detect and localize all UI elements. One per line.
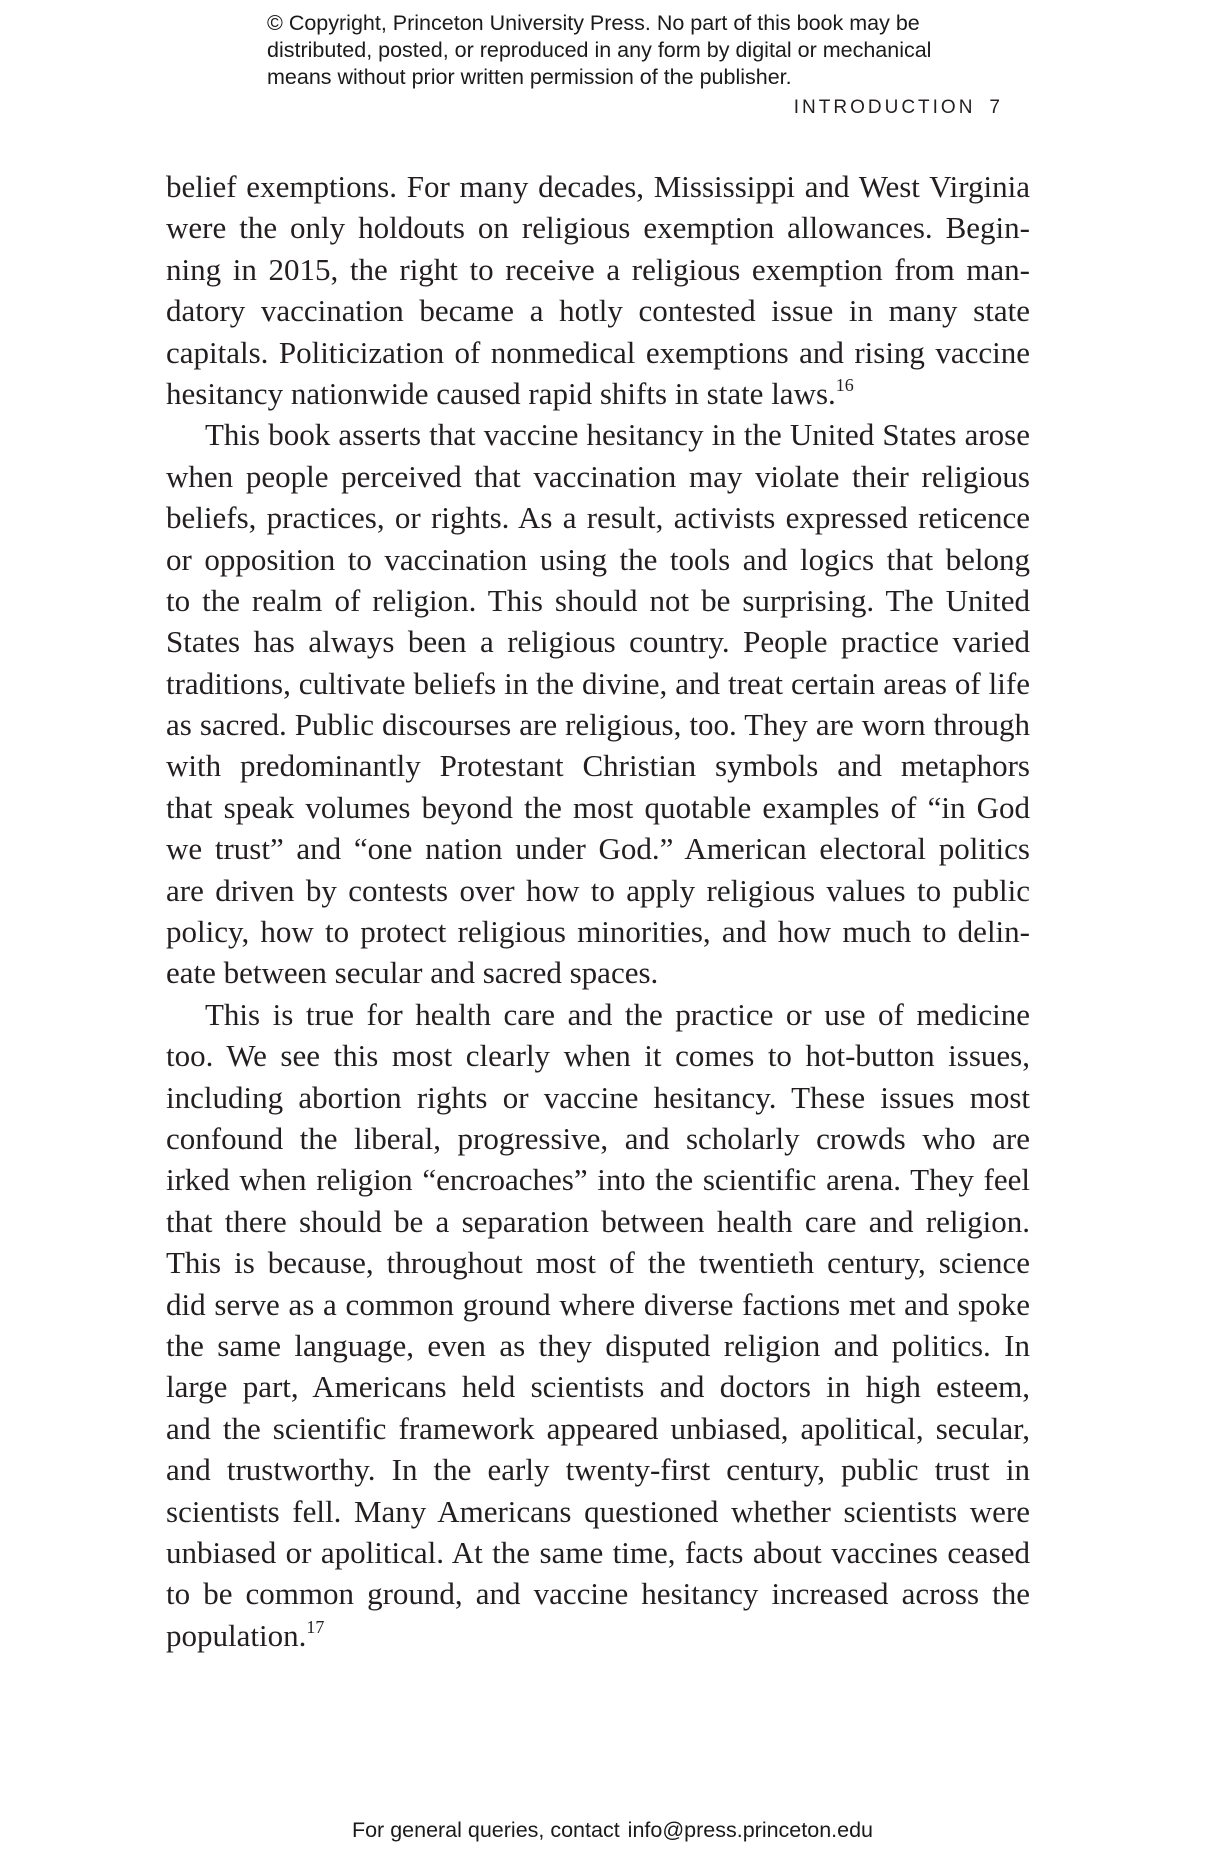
text-line: large part, Americans held scientists and doctors in high esteem, (166, 1369, 1030, 1405)
copyright-line: © Copyright, Princeton University Press. No part of this book may be (267, 11, 920, 35)
text-line: hesitancy nationwide caused rapid shifts in state laws.$^{16}$ (166, 374, 854, 411)
text-line: irked when religion “encroaches” into the scientific arena. They feel (166, 1162, 1030, 1198)
text-line: when people perceived that vaccination may violate their religious (166, 458, 1030, 494)
text-line: This is true for health care and the practice or use of medicine (205, 996, 1030, 1032)
text-line: that speak volumes beyond the most quotable examples of “in God (166, 789, 1030, 825)
text-line: belief exemptions. For many decades, Mississippi and West Virginia (166, 169, 1030, 204)
text-line: This is because, throughout most of the twentieth century, science (166, 1245, 1030, 1281)
running-head (794, 97, 1003, 119)
copyright-line: means without prior written permission of the publisher. (267, 65, 792, 89)
text-line: beliefs, practices, or rights. As a result, activists expressed reticence (166, 500, 1030, 536)
text-line: datory vaccination became a hotly contested issue in many state (166, 293, 1030, 329)
body-text (166, 166, 1030, 1656)
text-line: confound the liberal, progressive, and scholarly crowds who are (166, 1120, 1030, 1156)
text-line: traditions, cultivate beliefs in the divine, and treat certain areas of life (166, 665, 1030, 701)
text-line: were the only holdouts on religious exemption allowances. Begin- (166, 210, 1030, 246)
text-line: did serve as a common ground where diverse factions met and spoke (166, 1286, 1030, 1322)
footnote-marker: 17 (306, 1616, 325, 1637)
footer-label: For general queries, contact (351, 1818, 620, 1842)
text-line: to be common ground, and vaccine hesitancy increased across the (166, 1576, 1030, 1612)
footer-email[interactable]: info@press.princeton.edu (627, 1818, 874, 1842)
text-line: as sacred. Public discourses are religious, too. They are worn through (166, 707, 1030, 743)
running-head-section: INTRODUCTION (793, 97, 976, 118)
text-line: population.$^{17}$ (166, 1616, 325, 1653)
text-line: This book asserts that vaccine hesitancy in the United States arose (205, 417, 1030, 453)
text-line: eate between secular and sacred spaces. (166, 955, 659, 991)
text-line: capitals. Politicization of nonmedical exemptions and rising vaccine (166, 334, 1030, 370)
text-line: to the realm of religion. This should not be surprising. The United (166, 582, 1030, 618)
text-line: scientists fell. Many Americans questioned whether scientists were (166, 1493, 1030, 1529)
text-line: are driven by contests over how to apply religious values to public (166, 872, 1030, 908)
text-line: including abortion rights or vaccine hesitancy. These issues most (166, 1079, 1030, 1115)
copyright-line: distributed, posted, or reproduced in any form by digital or mechanical (267, 38, 932, 62)
text-line: policy, how to protect religious minorities, and how much to delin- (166, 914, 1030, 950)
text-line: and the scientific framework appeared unbiased, apolitical, secular, (166, 1410, 1030, 1446)
text-line: we trust” and “one nation under God.” American electoral politics (166, 831, 1030, 867)
text-line: the same language, even as they disputed religion and politics. In (166, 1327, 1030, 1363)
page-number: 7 (989, 97, 1003, 118)
text-line: ning in 2015, the right to receive a religious exemption from man- (166, 251, 1030, 287)
footnote-marker: 16 (835, 374, 854, 395)
text-line: States has always been a religious country. People practice varied (166, 624, 1030, 660)
text-line: and trustworthy. In the early twenty-first century, public trust in (166, 1452, 1030, 1488)
footer (0, 1818, 1225, 1843)
text-line: with predominantly Protestant Christian symbols and metaphors (166, 748, 1030, 784)
text-line: that there should be a separation between health care and religion. (166, 1203, 1030, 1239)
text-line: or opposition to vaccination using the tools and logics that belong (166, 541, 1030, 577)
copyright-notice (267, 10, 1027, 91)
text-line: too. We see this most clearly when it comes to hot-button issues, (166, 1038, 1030, 1074)
text-line: unbiased or apolitical. At the same time, facts about vaccines ceased (166, 1534, 1030, 1570)
